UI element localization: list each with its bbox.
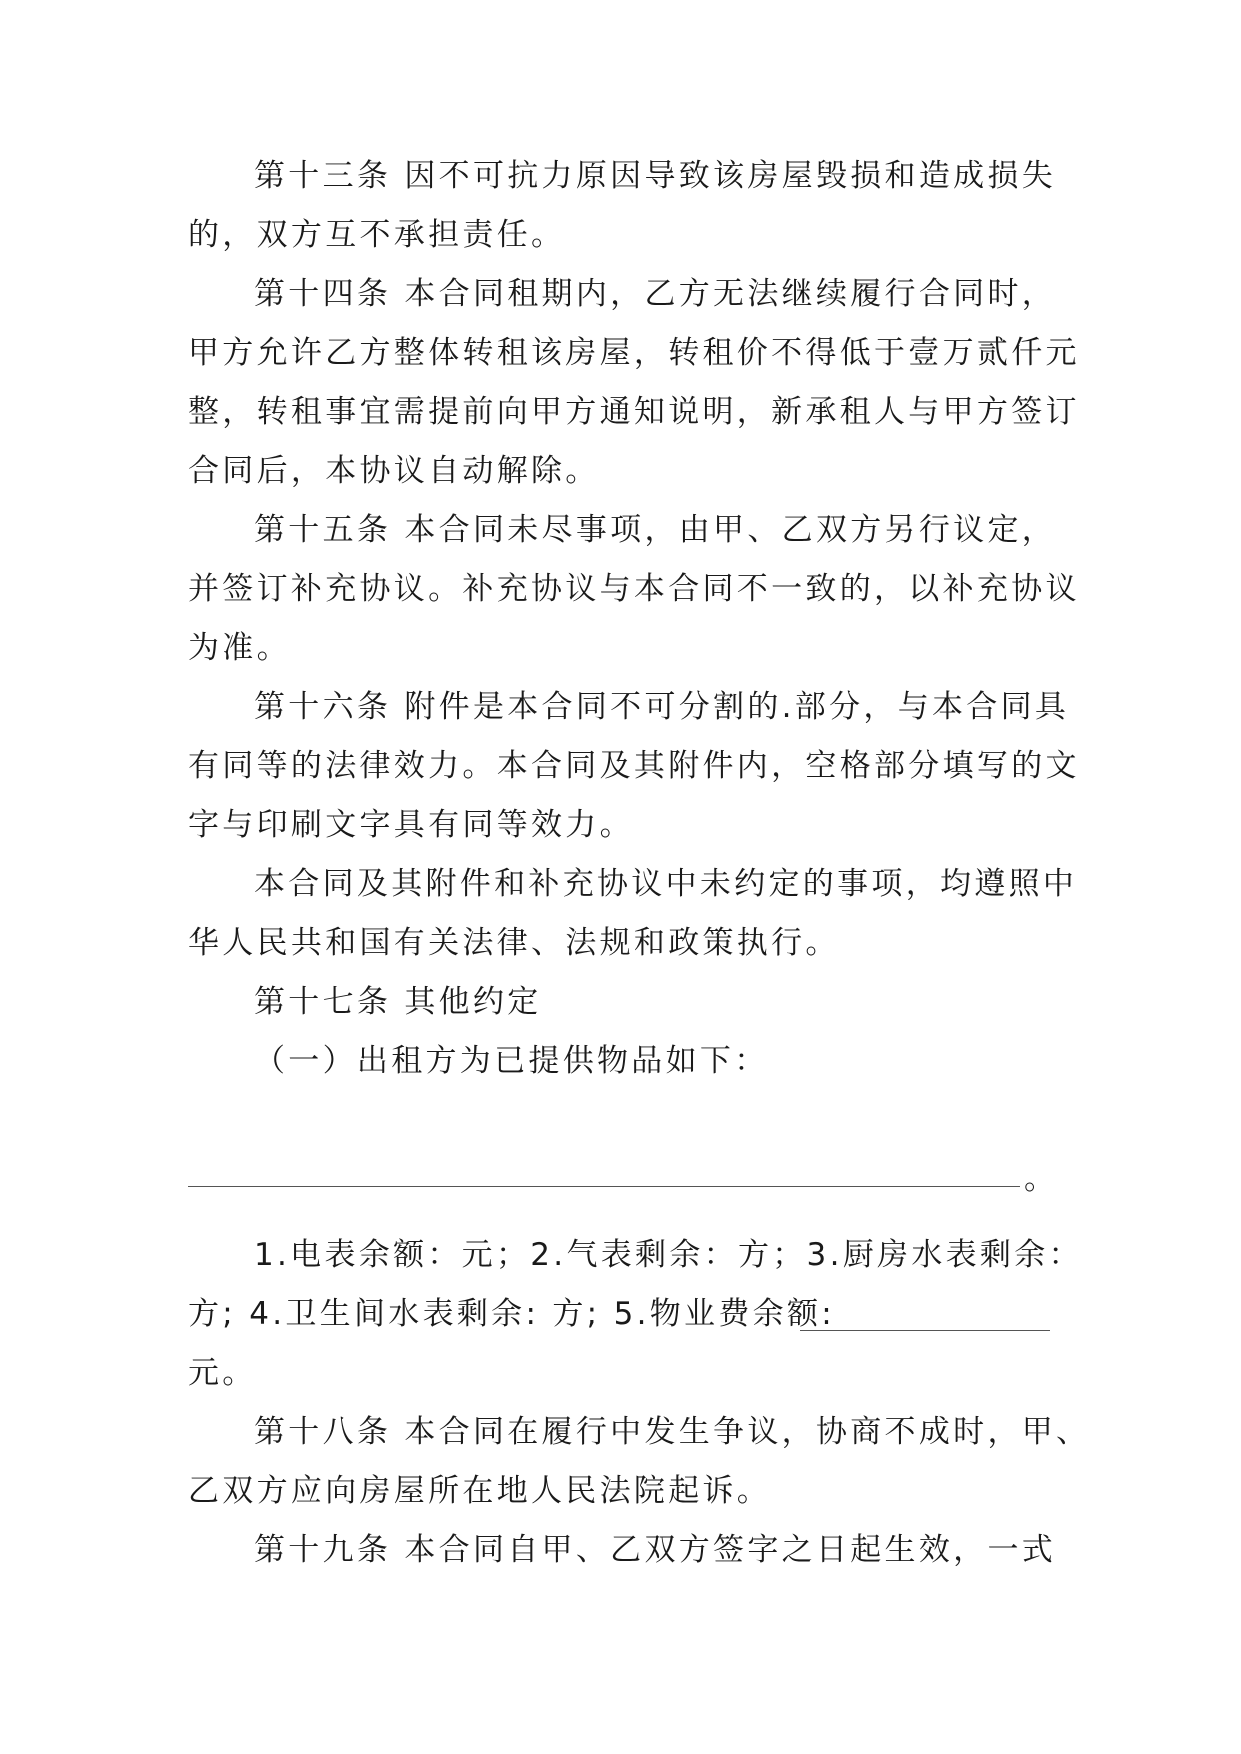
meter-line-1: 1.电表余额：元；2.气表剩余：方；3.厨房水表剩余：: [254, 1237, 1083, 1273]
supplement-line-2: 华人民共和国有关法律、法规和政策执行。: [188, 925, 840, 961]
article-15-line-1: 第十五条 本合同未尽事项，由甲、乙双方另行议定，: [254, 512, 1057, 548]
article-17-item-1: （一）出租方为已提供物品如下：: [254, 1043, 769, 1079]
article-18-line-2: 乙双方应向房屋所在地人民法院起诉。: [188, 1473, 772, 1509]
article-17-heading: 第十七条 其他约定: [254, 984, 542, 1020]
meter-line-2: 方; 4.卫生间水表剩余: 方; 5.物业费余额:: [188, 1296, 835, 1332]
items-blank-line: [188, 1186, 1020, 1187]
property-fee-blank-line: [800, 1330, 1050, 1331]
article-14-line-4: 合同后，本协议自动解除。: [188, 453, 600, 489]
article-13-line-2: 的，双方互不承担责任。: [188, 217, 566, 253]
article-14-line-1: 第十四条 本合同租期内，乙方无法继续履行合同时，: [254, 276, 1057, 312]
article-16-line-2: 有同等的法律效力。本合同及其附件内，空格部分填写的文: [188, 748, 1080, 784]
article-14-line-3: 整，转租事宜需提前向甲方通知说明，新承租人与甲方签订: [188, 394, 1080, 430]
article-15-line-2: 并签订补充协议。补充协议与本合同不一致的，以补充协议: [188, 571, 1080, 607]
article-16-line-3: 字与印刷文字具有同等效力。: [188, 807, 634, 843]
meter-line-3: 元。: [188, 1355, 257, 1391]
article-16-line-1: 第十六条 附件是本合同不可分割的.部分，与本合同具: [254, 689, 1070, 725]
supplement-line-1: 本合同及其附件和补充协议中未约定的事项，均遵照中: [254, 866, 1078, 902]
items-blank-period: 。: [1024, 1161, 1059, 1197]
article-13-line-1: 第十三条 因不可抗力原因导致该房屋毁损和造成损失: [254, 158, 1057, 194]
article-15-line-3: 为准。: [188, 630, 291, 666]
article-14-line-2: 甲方允许乙方整体转租该房屋，转租价不得低于壹万贰仟元: [188, 335, 1080, 371]
article-18-line-1: 第十八条 本合同在履行中发生争议，协商不成时，甲、: [254, 1414, 1091, 1450]
article-19-line-1: 第十九条 本合同自甲、乙双方签字之日起生效，一式: [254, 1532, 1057, 1568]
